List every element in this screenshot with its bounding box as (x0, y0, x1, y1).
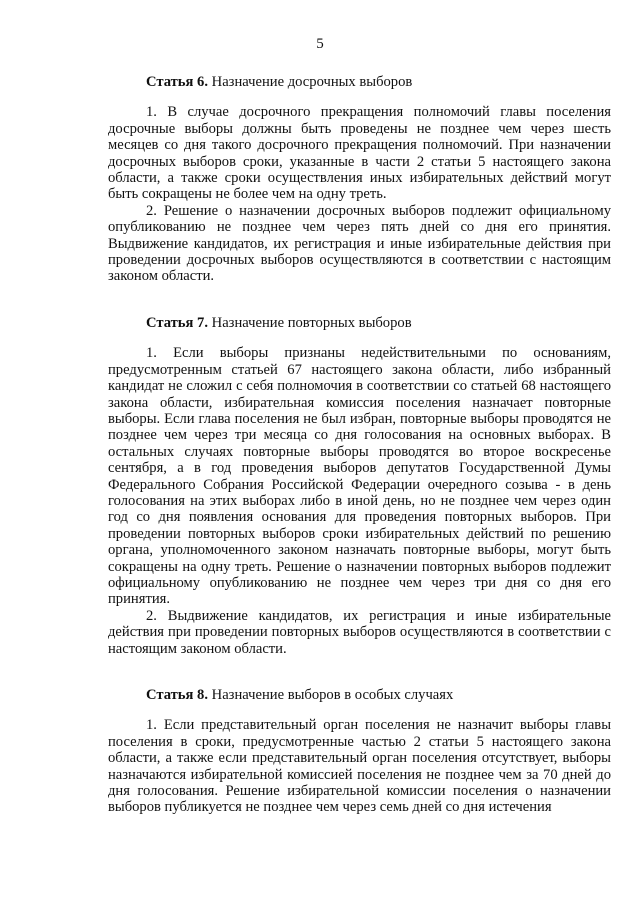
article-paragraph: 2. Решение о назначении досрочных выборов подлежит официальному опубликованию не позднее чем через пять дней со дня его принятия. Выдвижение кандидатов, их регистрация и иные избирательные действия при проведении досрочных выборов осуществляются в соответствии с настоящим законом области. (108, 202, 611, 285)
article-paragraph: 2. Выдвижение кандидатов, их регистрация и иные избирательные действия при проведении повторных выборов осуществляются в соответствии с настоящим законом области. (108, 607, 611, 657)
article-paragraph: 1. Если выборы признаны недействительными по основаниям, предусмотренным статьей 67 настоящего закона области, либо избранный кандидат не сложил с себя полномочия в соответствии со статьей 68 настоящего закона области, избирательная комиссия поселения назначает повторные выборы. Если глава поселения не был избран, повторные выборы проводятся не позднее чем через три месяца со дня голосования на основных выборах. В остальных случаях повторные выборы проводятся во второе воскресенье сентября, а в год проведения выборов депутатов Государственной Думы Федерального Собрания Российской Федерации очередного созыва - в день голосования на этих выборах либо в иной день, но не позднее чем через один год со дня появления основания для проведения повторных выборов. При проведении повторных выборов сроки избирательных действий по решению органа, уполномоченного законом назначать повторные выборы, могут быть сокращены на одну треть. Решение о назначении повторных выборов подлежит официальному опубликованию не позднее чем через три дня со дня его принятия. (108, 345, 611, 608)
article-title: Назначение досрочных выборов (211, 74, 413, 90)
article-number: Статья 7. (146, 314, 208, 331)
article-6 (108, 74, 611, 285)
article-heading (108, 74, 611, 90)
article-paragraph: 1. Если представительный орган поселения не назначит выборы главы поселения в сроки, предусмотренные частью 2 статьи 5 настоящего закона области, а также если представительный орган поселения отсутствует, выборы назначаются избирательной комиссией поселения не позднее чем за 70 дней до дня голосования. Решение избирательной комиссии поселения о назначении выборов публикуется не позднее чем через семь дней со дня истечения (108, 717, 611, 816)
article-title: Назначение выборов в особых случаях (211, 687, 454, 703)
article-8 (108, 687, 611, 816)
article-number: Статья 6. (146, 74, 208, 90)
document-body (108, 74, 611, 816)
article-title: Назначение повторных выборов (211, 314, 412, 331)
article-heading (108, 687, 611, 703)
article-paragraph: 1. В случае досрочного прекращения полномочий главы поселения досрочные выборы должны быть проведены не позднее чем через шесть месяцев со дня такого досрочного прекращения полномочий. При назначении досрочных выборов сроки, указанные в части 2 статьи 5 настоящего закона области, а также сроки осуществления иных избирательных действий могут быть сокращены не более чем на одну треть. (108, 104, 611, 203)
article-7 (108, 315, 611, 657)
page-number: 5 (316, 36, 324, 52)
article-number: Статья 8. (146, 687, 208, 703)
article-heading (108, 315, 611, 331)
